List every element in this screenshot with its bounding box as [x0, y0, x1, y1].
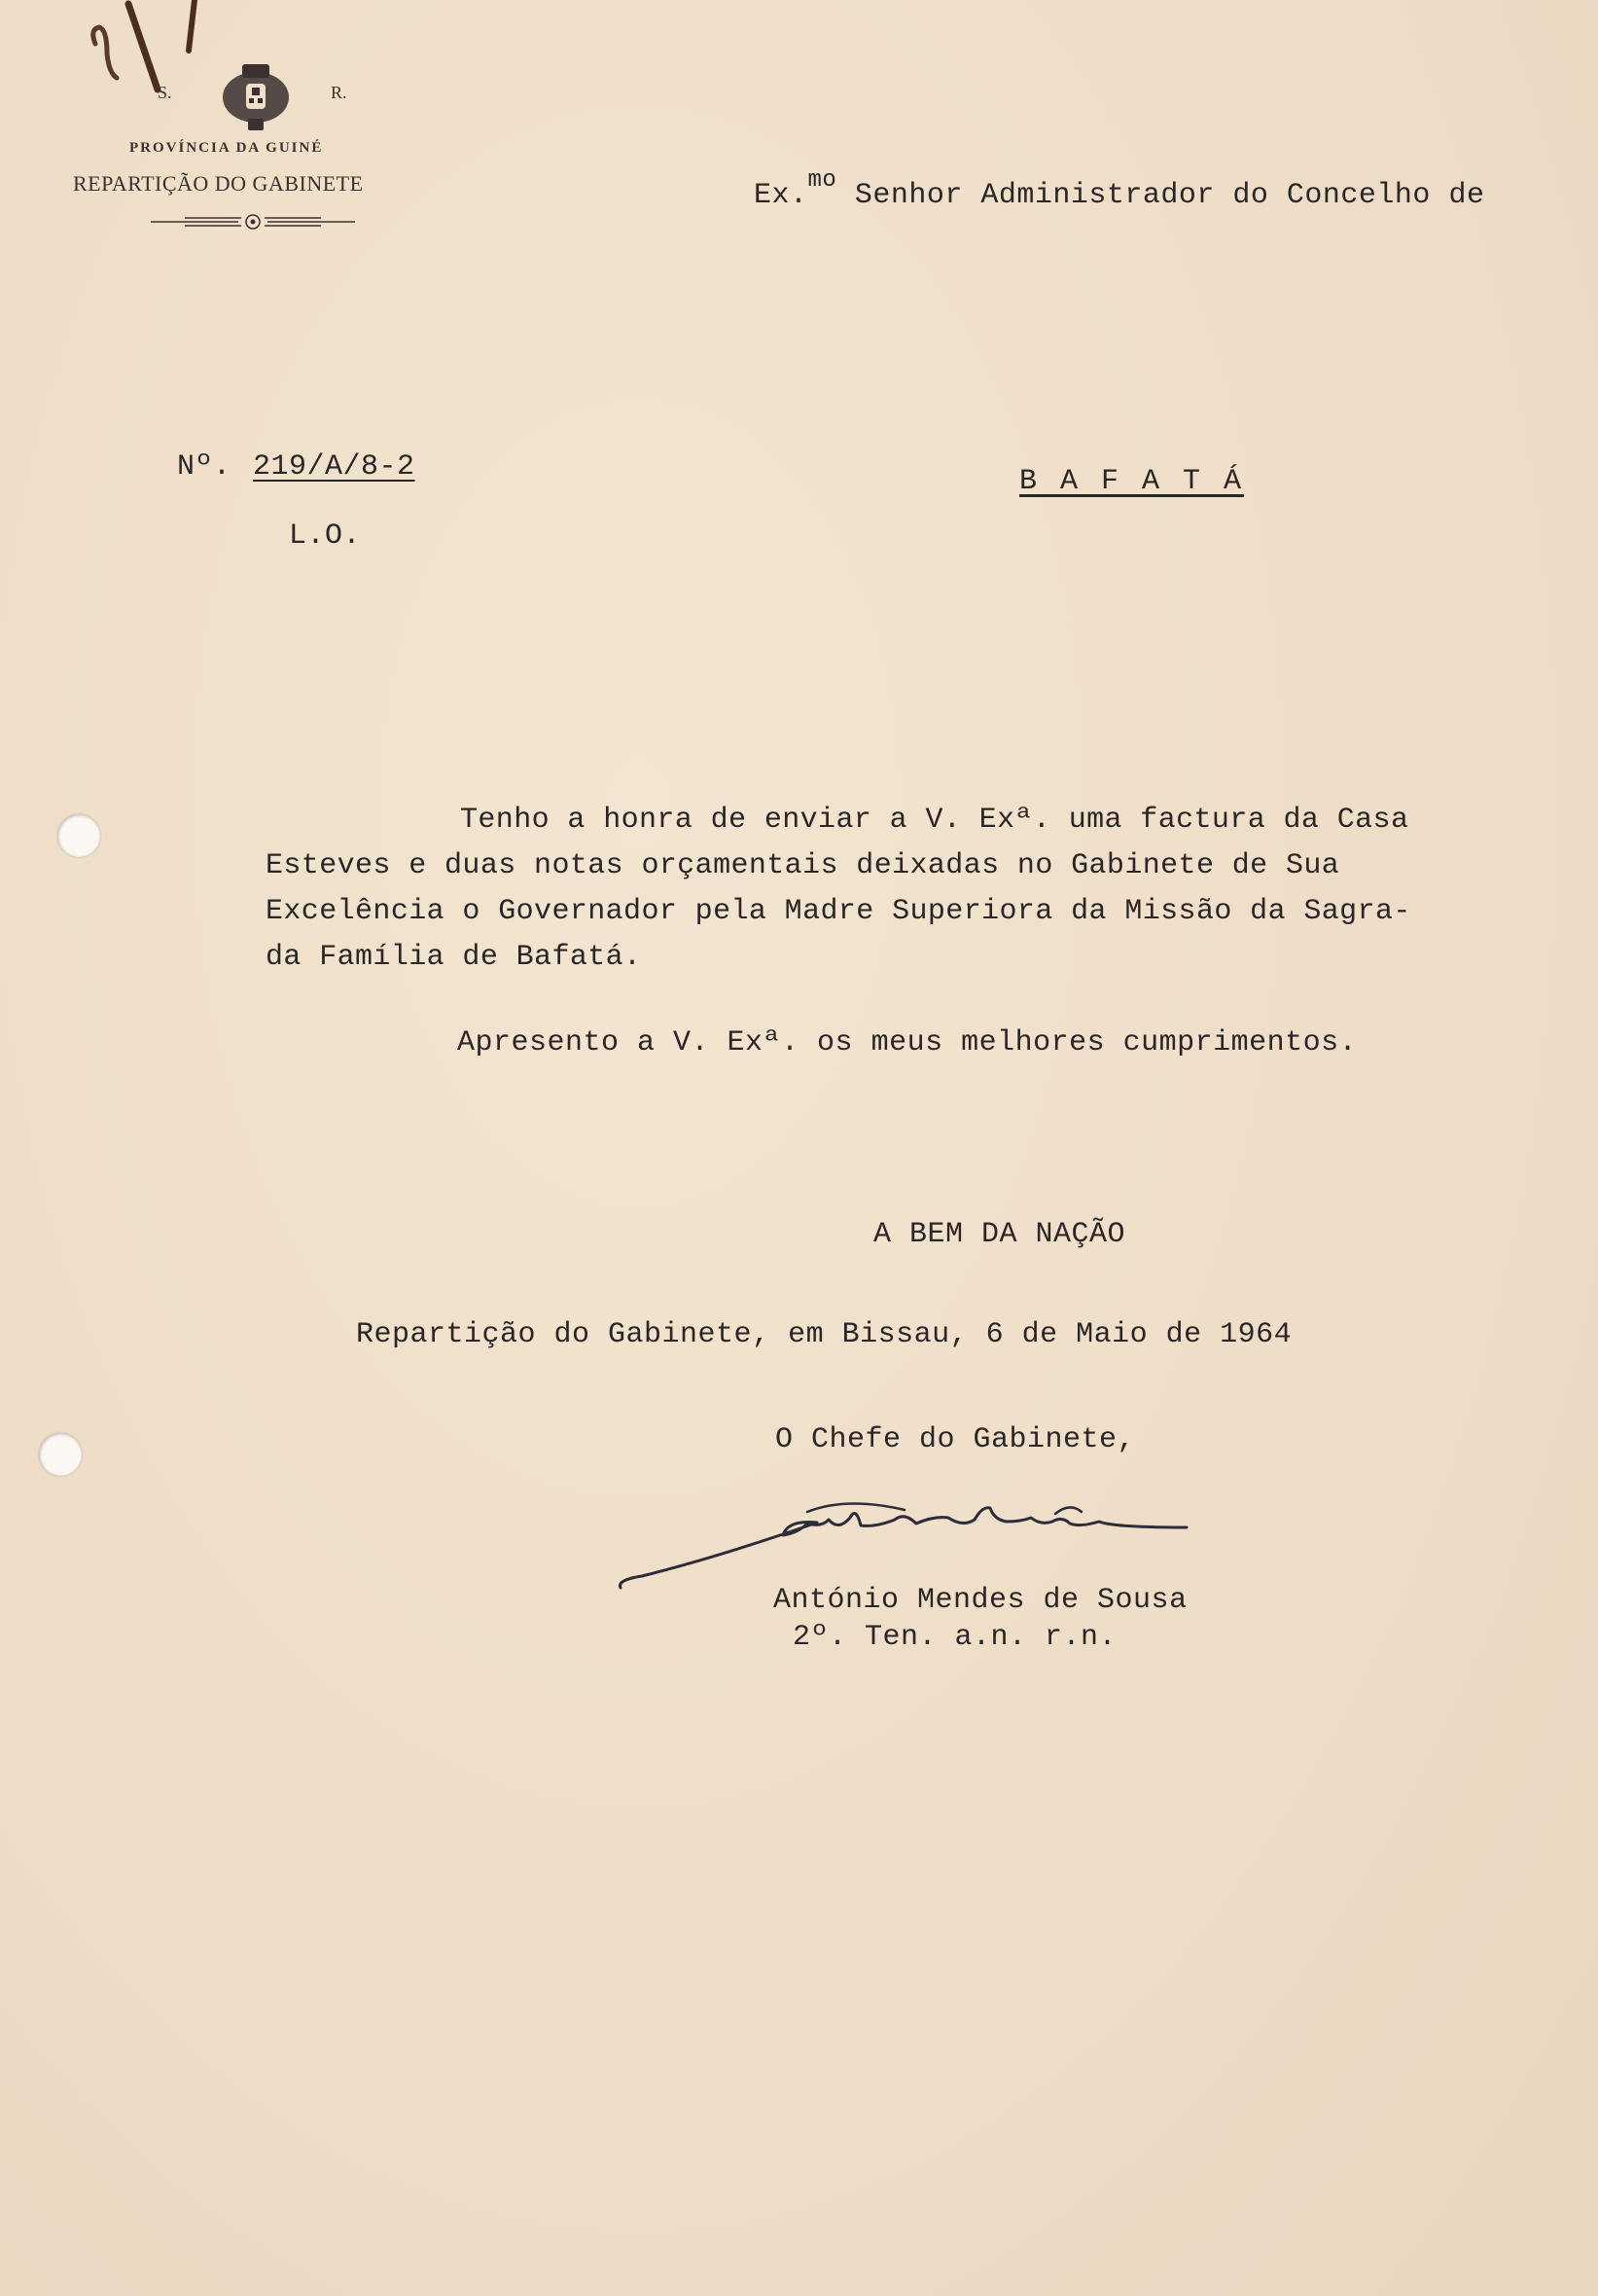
reference-code: L.O.: [289, 520, 362, 553]
body-line: da Família de Bafatá.: [266, 941, 642, 974]
punch-hole-bottom: [39, 1433, 82, 1476]
reference-number-label: Nº.: [177, 450, 231, 484]
letterhead-left-letter: S.: [158, 83, 172, 102]
staple-mark: [88, 0, 214, 107]
letterhead-province: PROVÍNCIA DA GUINÉ: [129, 140, 324, 156]
body-line: Tenho a honra de enviar a V. Exª. uma factura da Casa: [460, 804, 1409, 837]
reference-number-value: 219/A/8-2: [253, 450, 415, 484]
signatory-rank: 2º. Ten. a.n. r.n.: [793, 1621, 1118, 1654]
letterhead-department: REPARTIÇÃO DO GABINETE: [73, 171, 364, 196]
body-line: Excelência o Governador pela Madre Superiora da Missão da Sagra-: [266, 895, 1411, 928]
body-paragraph-2: Apresento a V. Exª. os meus melhores cumprimentos.: [457, 1026, 1358, 1059]
closing-place-date: Repartição do Gabinete, em Bissau, 6 de Maio de 1964: [356, 1318, 1293, 1351]
signatory-name: António Mendes de Sousa: [773, 1584, 1188, 1617]
addressee-prefix: Ex.: [754, 179, 808, 212]
closing-title: O Chefe do Gabinete,: [775, 1423, 1136, 1456]
letterhead-right-letter: R.: [331, 83, 347, 102]
letter-body: [266, 798, 1501, 981]
body-line: Esteves e duas notas orçamentais deixadas no Gabinete de Sua: [266, 849, 1340, 882]
letterhead-ornament: [146, 210, 360, 233]
addressee-place: B A F A T Á: [1019, 465, 1245, 498]
addressee-superscript: mo: [807, 167, 837, 194]
addressee-text: Senhor Administrador do Concelho de: [854, 179, 1485, 212]
addressee-line: [754, 167, 1485, 212]
coat-of-arms-icon: [209, 58, 302, 132]
punch-hole-top: [57, 814, 100, 857]
closing-motto: A BEM DA NAÇÃO: [873, 1218, 1126, 1251]
